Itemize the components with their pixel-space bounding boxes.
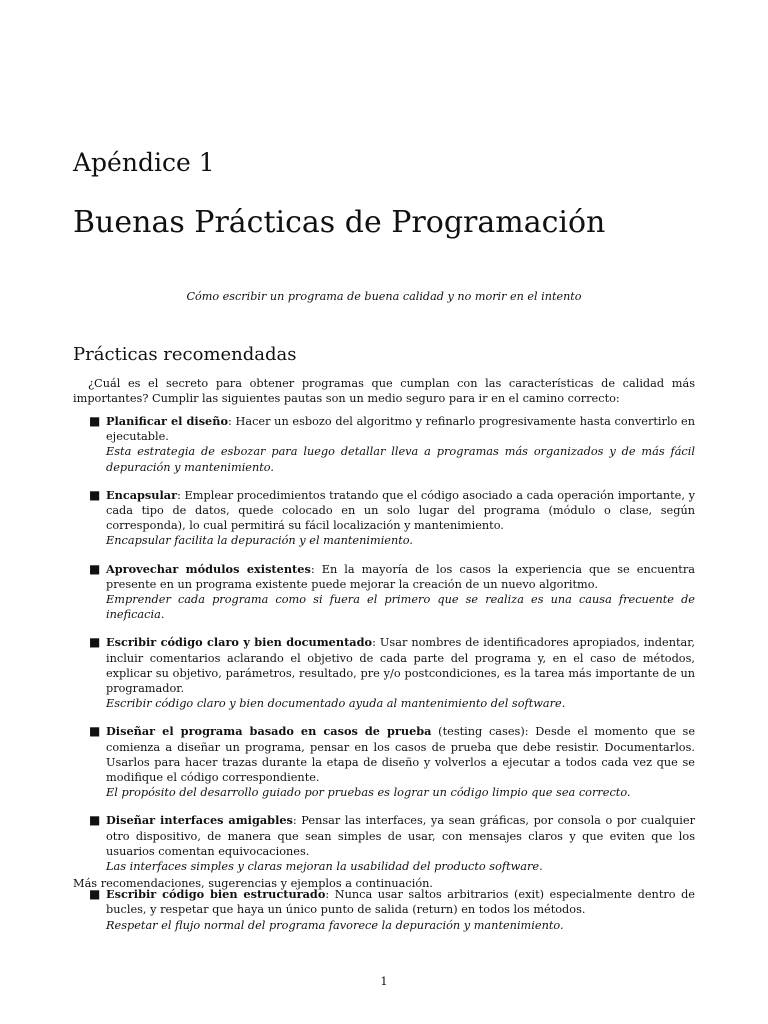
item-text: : Usar nombres de identificadores apropiados, indentar, incluir comentarios aclarando el objetivo de cada parte del programa y, en el caso de métodos, explicar su objetivo, parámetros, resultado, pre y/o postcondiciones, es la tarea más importante de un programador. [106, 636, 696, 696]
item-note: Escribir código claro y bien documentado ayuda al mantenimiento del software. [106, 697, 566, 711]
intro-paragraph: ¿Cuál es el secreto para obtener programas que cumplan con las características de calidad más importantes? Cumplir las siguientes pautas son un medio seguro para ir en el camino correcto: [73, 377, 695, 406]
item-text: : Emplear procedimientos tratando que el código asociado a cada operación importante, y cada tipo de datos, quede colocado en un solo lugar del programa (módulo o clase, según corresponda), lo cual permitirá su fácil localización y mantenimiento. [106, 488, 695, 533]
page-number: 1 [380, 975, 388, 988]
list-item [73, 414, 695, 475]
item-note: Emprender cada programa como si fuera el primero que se realiza es una causa frecuente de ineficacia. [106, 593, 695, 622]
appendix-label: Apéndice 1 [73, 148, 215, 177]
item-title: Planificar el diseño [106, 414, 228, 428]
list-item [73, 813, 695, 874]
bullet-icon: ■ [89, 813, 101, 828]
bullet-icon: ■ [89, 561, 101, 576]
bullet-icon: ■ [89, 887, 101, 902]
list-item [73, 887, 695, 933]
bullet-icon: ■ [89, 635, 101, 650]
page-title: Buenas Prácticas de Programación [73, 205, 606, 240]
item-text: : Nunca usar saltos arbitrarios (exit) especialmente dentro de bucles, y respetar que haya un único punto de salida (return) en todos los métodos. [106, 888, 695, 917]
section-heading: Prácticas recomendadas [73, 344, 297, 365]
list-item [73, 488, 695, 549]
item-title: Encapsular [106, 487, 178, 502]
item-note: Las interfaces simples y claras mejoran la usabilidad del producto software. [106, 860, 543, 874]
list-item [73, 724, 695, 800]
item-note: Esta estrategia de esbozar para luego detallar lleva a programas más organizados y de más fácil depuración y mantenimiento. [106, 445, 695, 474]
bullet-icon: ■ [89, 724, 101, 739]
item-title: Escribir código bien estructurado [106, 887, 326, 902]
item-title: Diseñar interfaces amigables [106, 813, 293, 828]
item-note: Respetar el flujo normal del programa favorece la depuración y mantenimiento. [106, 918, 564, 932]
bullet-icon: ■ [89, 414, 101, 428]
list-item [73, 562, 695, 623]
item-text: : En la mayoría de los casos la experiencia que se encuentra presente en un programa existente puede mejorar la creación de un nuevo algoritmo. [106, 562, 695, 591]
closing-paragraph: Más recomendaciones, sugerencias y ejemplos a continuación. [73, 877, 434, 890]
bullet-icon: ■ [89, 487, 101, 502]
item-title: Diseñar el programa basado en casos de prueba [106, 724, 432, 739]
item-text: (testing cases): Desde el momento que se comienza a diseñar un programa, pensar en los casos de prueba que debe resistir. Documentarlos. Usarlos para hacer trazas durante la etapa de diseño y volverlos a ejecutar a todos cada vez que se modifique el código correspondiente. [106, 725, 695, 785]
page-subtitle: Cómo escribir un programa de buena calidad y no morir en el intento [186, 290, 582, 303]
item-title: Escribir código claro y bien documentado [106, 635, 373, 650]
item-note: Encapsular facilita la depuración y el mantenimiento. [106, 534, 414, 548]
item-title: Aprovechar módulos existentes [106, 561, 311, 576]
item-note: El propósito del desarrollo guiado por pruebas es lograr un código limpio que sea correcto. [106, 786, 631, 800]
item-text: : Hacer un esbozo del algoritmo y refinarlo progresivamente hasta convertirlo en ejecutable. [106, 415, 695, 444]
practices-list [73, 414, 695, 946]
item-text: : Pensar las interfaces, ya sean gráficas, por consola o por cualquier otro dispositivo, de manera que sean simples de usar, con mensajes claros y que eviten que los usuarios comentan equivocaciones. [106, 814, 695, 858]
list-item [73, 635, 695, 711]
